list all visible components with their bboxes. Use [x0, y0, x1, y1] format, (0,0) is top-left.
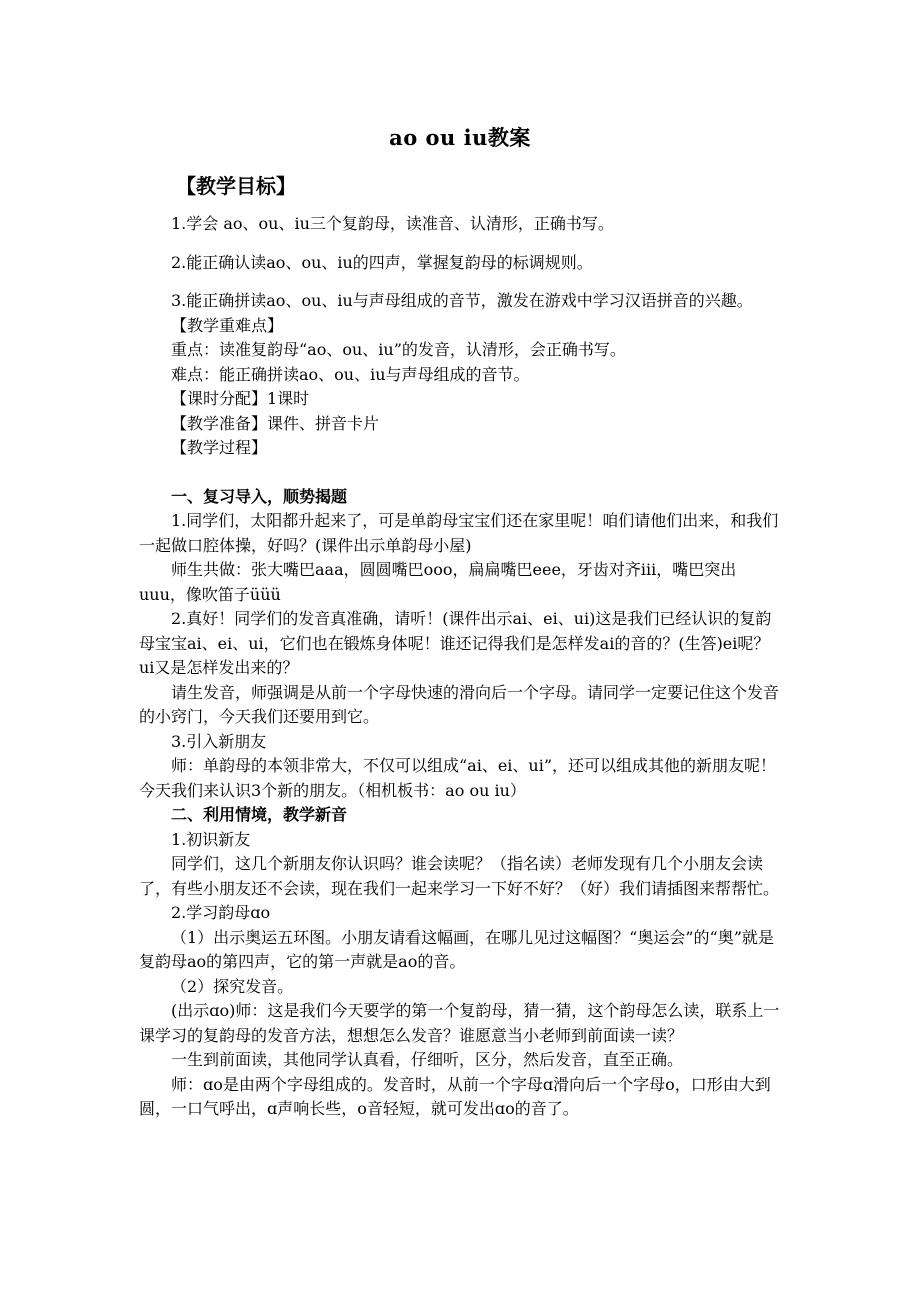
- key-difficult-heading: 【教学重难点】: [171, 315, 284, 335]
- objective-1: 1.学会 ao、ou、iu三个复韵母，读准音、认清形，正确书写。: [171, 214, 614, 233]
- section-2-paragraph: 2.学习韵母ɑo: [171, 903, 271, 922]
- process-heading: 【教学过程】: [171, 438, 268, 457]
- section-1-paragraph: 师生共做：张大嘴巴aaa，圆圆嘴巴ooo，扁扁嘴巴eee，牙齿对齐iii，嘴巴突出uuu，像吹笛子üüü: [139, 560, 737, 604]
- section-1-heading: 一、复习导入，顺势揭题: [171, 486, 348, 506]
- section-2-paragraph: （2）探究发音。: [171, 976, 294, 996]
- section-1-paragraph: 3.引入新朋友: [171, 731, 267, 751]
- section-1-paragraph: 师：单韵母的本领非常大，不仅可以组成“ai、ei、ui”，还可以组成其他的新朋友呢！今天我们来认识3个新的朋友。（相机板书：ao ou iu）: [139, 756, 777, 800]
- section-2-paragraph: 同学们，这几个新朋友你认识吗？谁会读呢？（指名读）老师发现有几个小朋友会读了，有些小朋友还不会读，现在我们一起来学习一下好不好？（好）我们请插图来帮帮忙。: [139, 854, 780, 898]
- section-1-paragraph: 2.真好！同学们的发音真准确，请听！(课件出示ai、ei、ui)这是我们已经认识的复韵母宝宝ai、ei、ui，它们也在锻炼身体呢！谁还记得我们是怎样发ai的音的？(生答)ei呢？ui又是怎样发出来的？: [139, 609, 772, 677]
- document-body: [139, 212, 781, 1122]
- section-2-paragraph: （1）出示奥运五环图。小朋友请看这幅画，在哪儿见过这幅图？“奥运会”的“奥”就是复韵母ao的第四声，它的第一声就是ao的音。: [139, 927, 774, 971]
- section-2-paragraph: 一生到前面读，其他同学认真看，仔细听，区分，然后发音，直至正确。: [171, 1050, 684, 1069]
- section-2-paragraph: 1.初识新友: [171, 829, 251, 849]
- objectives-heading: 【教学目标】: [176, 174, 296, 198]
- section-2-paragraph: (出示ɑo)师：这是我们今天要学的第一个复韵母，猜一猜，这个韵母怎么读，联系上一课学习的复韵母的发音方法，想想怎么发音？谁愿意当小老师到前面读一读？: [139, 1001, 780, 1045]
- teaching-prep: 【教学准备】课件、拼音卡片: [171, 413, 380, 433]
- section-1-paragraph: 请生发音，师强调是从前一个字母快速的滑向后一个字母。请同学一定要记住这个发音的小窍门，今天我们还要用到它。: [139, 682, 780, 726]
- objective-2: 2.能正确认读ao、ou、iu的四声，掌握复韵母的标调规则。: [171, 252, 593, 272]
- class-hours: 【课时分配】1课时: [171, 389, 310, 408]
- section-1-paragraph: 1.同学们，太阳都升起来了，可是单韵母宝宝们还在家里呢！咱们请他们出来，和我们一起做口腔体操，好吗？(课件出示单韵母小屋): [139, 511, 779, 555]
- document-title: ao ou iu教案: [389, 125, 531, 150]
- key-point: 重点：读准复韵母“ao、ou、iu”的发音，认清形，会正确书写。: [171, 340, 626, 359]
- section-2-paragraph: 师：ɑo是由两个字母组成的。发音时，从前一个字母ɑ滑向后一个字母o，口形由大到圆，一口气呼出，ɑ声响长些，o音轻短，就可发出ɑo的音了。: [139, 1074, 771, 1118]
- objective-3: 3.能正确拼读ao、ou、iu与声母组成的音节，激发在游戏中学习汉语拼音的兴趣。: [171, 291, 753, 310]
- difficult-point: 难点：能正确拼读ao、ou、iu与声母组成的音节。: [171, 364, 530, 384]
- section-2-heading: 二、利用情境，教学新音: [171, 805, 348, 824]
